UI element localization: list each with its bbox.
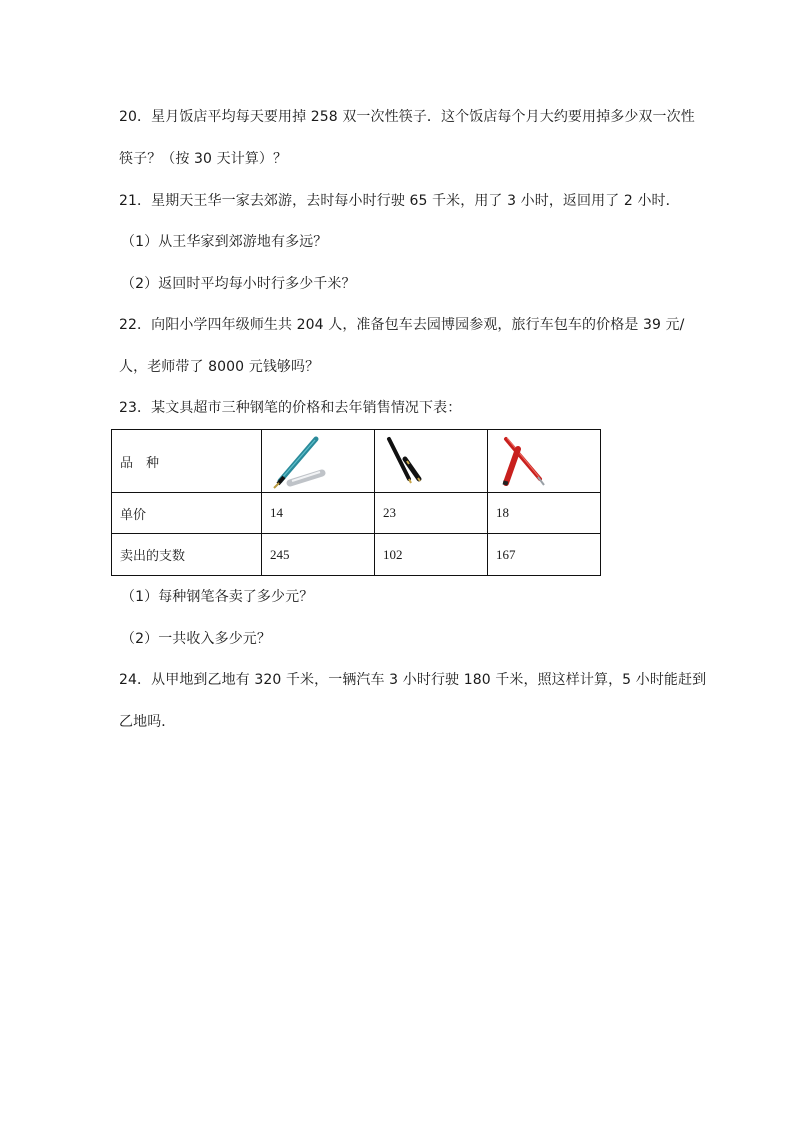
sold-cell-2: 102 [375,534,488,576]
table-row-sold [112,534,601,576]
pen-cell-3 [488,430,601,493]
sold-cell-1: 245 [262,534,375,576]
row-header-variety: 品 种 [112,430,262,493]
question-21-sub-1: （1）从王华家到郊游地有多远？ [121,234,328,250]
question-22-line-2: 人，老师带了 8000 元钱够吗？ [119,359,320,375]
row-header-price: 单价 [112,493,262,534]
question-23-sub-1: （1）每种钢笔各卖了多少元？ [121,589,314,605]
question-23-sub-2: （2）一共收入多少元？ [121,631,272,647]
row-header-sold: 卖出的支数 [112,534,262,576]
question-24-line-2: 乙地吗． [119,714,176,730]
pen-cell-2 [375,430,488,493]
pen-sales-table [111,429,601,576]
question-23-line-1: 23．某文具超市三种钢笔的价格和去年销售情况下表： [119,400,462,416]
question-24-line-1: 24．从甲地到乙地有 320 千米，一辆汽车 3 小时行驶 180 千米，照这样计算，5 小时能赶到 [119,672,707,688]
question-21-line-1: 21．星期天王华一家去郊游，去时每小时行驶 65 千米，用了 3 小时，返回用了 2 小时． [119,193,680,209]
teal-fountain-pen-icon [270,433,330,489]
question-21-sub-2: （2）返回时平均每小时行多少千米？ [121,276,356,292]
question-20-line-1: 20．星月饭店平均每天要用掉 258 双一次性筷子．这个饭店每个月大约要用掉多少双一次性 [119,109,695,125]
pen-cell-1 [262,430,375,493]
table-row-variety [112,430,601,493]
sold-cell-3: 167 [488,534,601,576]
question-20-line-2: 筷子？（按 30 天计算）？ [119,151,288,167]
red-fountain-pen-icon [496,433,556,489]
table-row-price [112,493,601,534]
price-cell-1: 14 [262,493,375,534]
question-22-line-1: 22．向阳小学四年级师生共 204 人，准备包车去园博园参观，旅行车包车的价格是 39 元/ [119,317,685,333]
price-cell-3: 18 [488,493,601,534]
black-fountain-pen-icon [383,433,443,489]
price-cell-2: 23 [375,493,488,534]
